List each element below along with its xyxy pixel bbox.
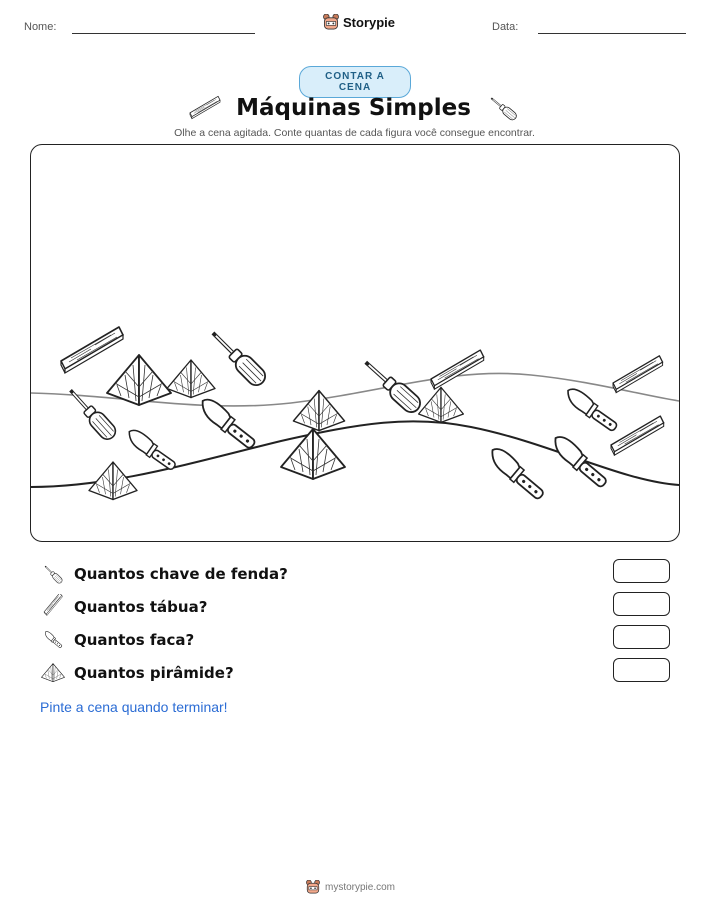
pyramid-item (107, 355, 171, 405)
pyramid-item (167, 360, 215, 398)
knife-item (196, 395, 260, 451)
pyramid-item (419, 387, 464, 422)
question-text: Quantos chave de fenda? (74, 565, 288, 583)
name-label: Nome: (24, 21, 57, 33)
plank-item (61, 327, 123, 373)
knife-item (485, 445, 548, 502)
question-row (40, 594, 207, 620)
knife-item (548, 433, 611, 490)
date-field[interactable] (538, 33, 686, 34)
question-row (40, 627, 194, 653)
footer (306, 880, 395, 894)
pyramid-item (281, 429, 345, 479)
pyramid-item (89, 462, 137, 500)
knife-item (124, 427, 179, 472)
name-field[interactable] (72, 33, 255, 34)
scene-panel (30, 144, 680, 542)
page-title: Máquinas Simples (236, 95, 471, 121)
activity-badge: CONTAR A CENA (299, 66, 411, 98)
pyramid-icon (40, 660, 66, 686)
plank-item (431, 350, 484, 389)
scene-illustration (31, 145, 679, 541)
knife-item (562, 385, 621, 433)
question-row (40, 660, 234, 686)
bear-logo-icon (323, 14, 339, 30)
answer-box[interactable] (613, 625, 670, 649)
screwdriver-icon (40, 561, 66, 587)
plank-item (611, 416, 664, 455)
screwdriver-item (207, 327, 269, 389)
bear-logo-icon (306, 880, 320, 894)
question-text: Quantos pirâmide? (74, 664, 234, 682)
brand-name: Storypie (343, 14, 396, 30)
brand-logo (323, 14, 395, 30)
question-text: Quantos faca? (74, 631, 195, 649)
plank-item (613, 356, 663, 393)
question-text: Quantos tábua? (74, 598, 208, 616)
title-row (0, 92, 709, 124)
footer-site: mystorypie.com (325, 881, 396, 893)
knife-icon (40, 627, 66, 653)
answer-box[interactable] (613, 559, 670, 583)
screwdriver-icon (485, 93, 521, 123)
answer-box[interactable] (613, 592, 670, 616)
coloring-note: Pinte a cena quando terminar! (40, 699, 228, 715)
answer-box[interactable] (613, 658, 670, 682)
question-row (40, 561, 288, 587)
date-label: Data: (492, 21, 519, 33)
screwdriver-item (360, 356, 424, 416)
instructions: Olhe a cena agitada. Conte quantas de cada figura você consegue encontrar. (174, 127, 535, 139)
plank-icon (188, 93, 222, 123)
plank-icon (40, 594, 66, 620)
